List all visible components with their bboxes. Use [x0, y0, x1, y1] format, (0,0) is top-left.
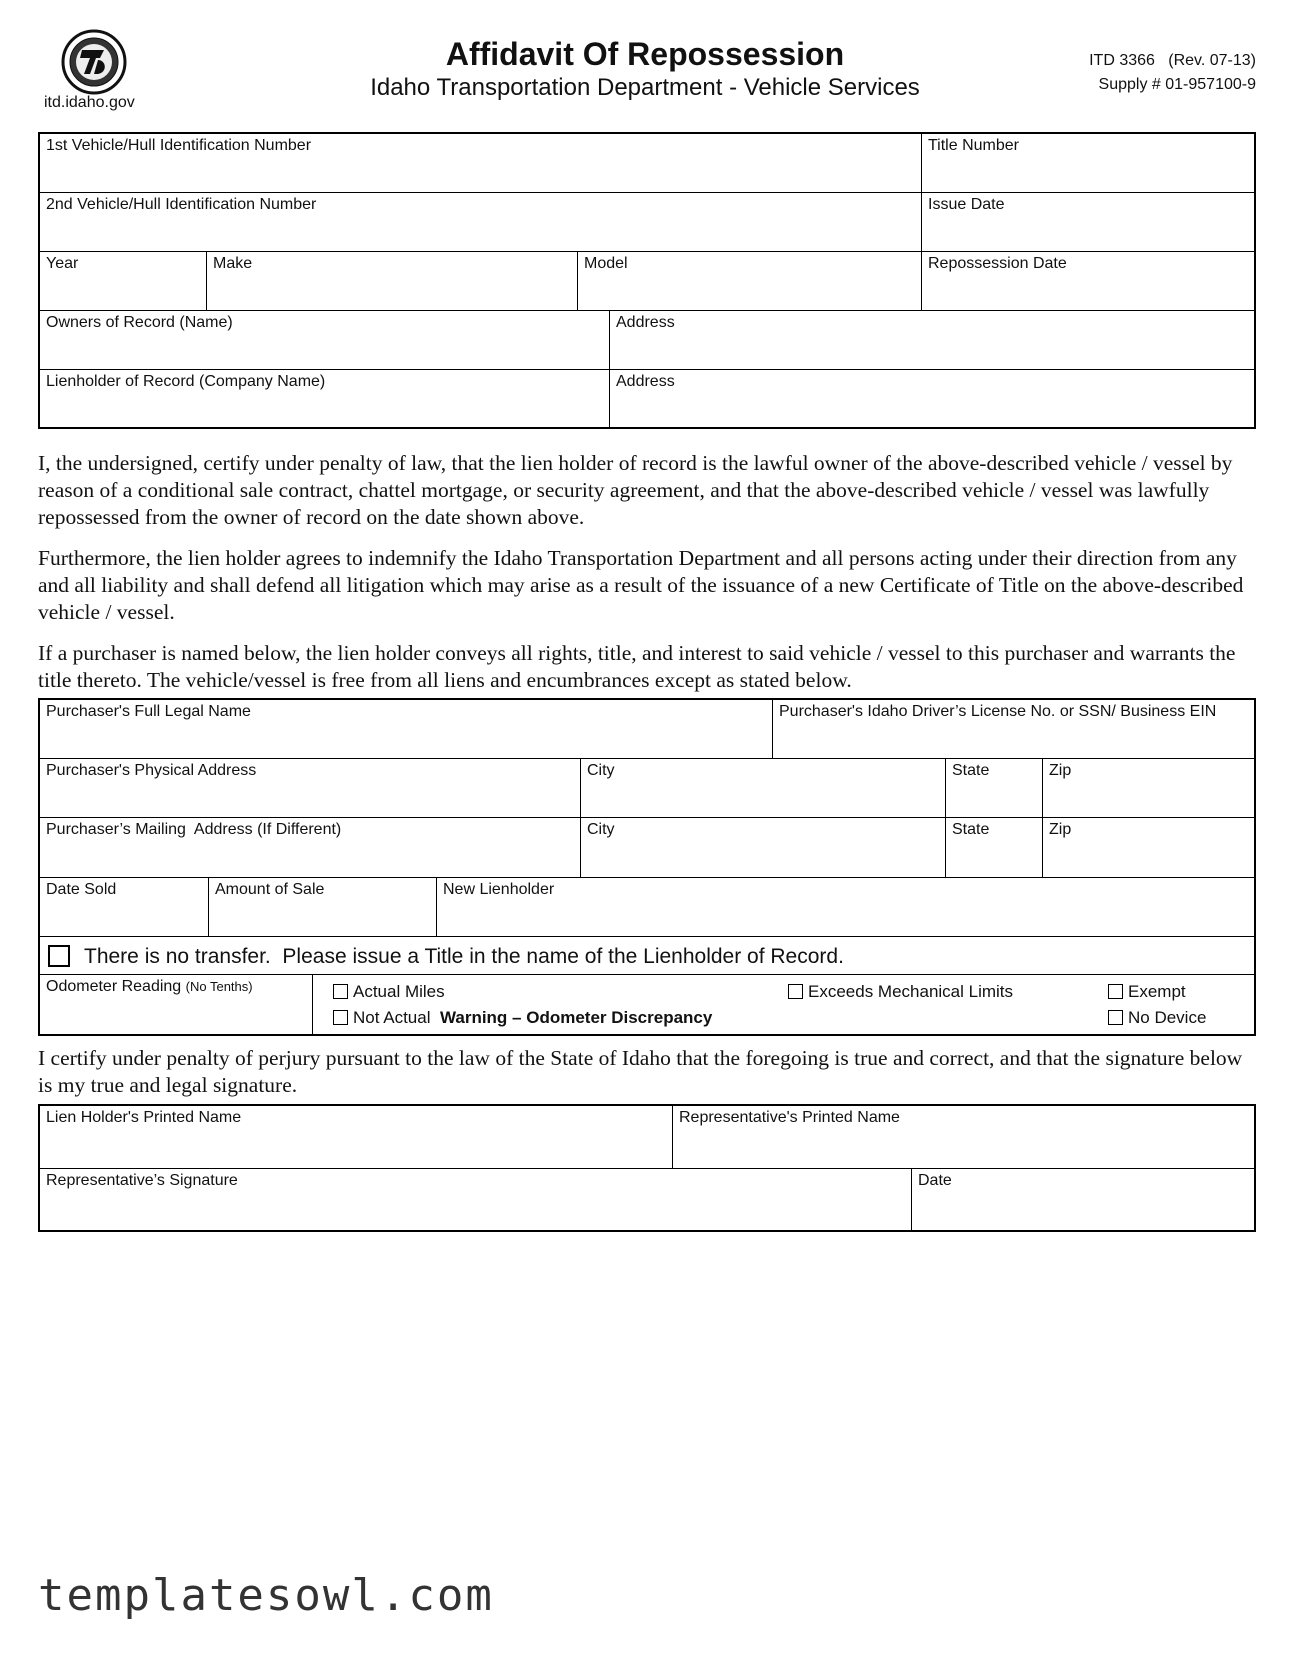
odometer-reading-field[interactable]: [40, 975, 313, 1034]
purchaser-name-label: Purchaser's Full Legal Name: [46, 703, 251, 720]
lienholder-label: Lienholder of Record (Company Name): [46, 373, 326, 390]
zip2-field[interactable]: [1043, 818, 1254, 878]
exempt-checkbox[interactable]: [1108, 984, 1123, 999]
amount-field[interactable]: [209, 878, 437, 937]
purchaser-license-field[interactable]: [773, 700, 1254, 759]
perjury-paragraph: I certify under penalty of perjury pursuant to the law of the State of Idaho that the foregoing is true and correct, and that the signature below is my true and legal signature.: [38, 1046, 1243, 1097]
owners-field[interactable]: [40, 311, 610, 370]
zip1-field[interactable]: [1043, 759, 1254, 818]
year-label: Year: [46, 255, 79, 272]
city1-label: City: [587, 762, 615, 779]
title-number-label: Title Number: [928, 137, 1019, 154]
odometer-options: [313, 975, 1254, 1034]
city2-field[interactable]: [581, 818, 946, 878]
no-transfer-checkbox[interactable]: [48, 945, 70, 967]
owners-address-label: Address: [616, 314, 675, 331]
mailing-address-label: Purchaser’s Mailing Address (If Different): [46, 821, 342, 838]
vin2-field[interactable]: [40, 193, 922, 252]
repossession-date-field[interactable]: [922, 252, 1254, 311]
actual-miles-checkbox[interactable]: [333, 984, 348, 999]
exceeds-limits-checkbox[interactable]: [788, 984, 803, 999]
make-label: Make: [213, 255, 253, 272]
city2-label: City: [587, 821, 615, 838]
physical-address-field[interactable]: [40, 759, 581, 818]
not-actual-label: Not Actual: [353, 1008, 431, 1027]
form-title: Affidavit Of Repossession: [445, 36, 845, 72]
state1-label: State: [952, 762, 990, 779]
rep-name-label: Representative's Printed Name: [679, 1109, 900, 1126]
rep-signature-field[interactable]: [40, 1169, 912, 1230]
purchaser-info-grid: [38, 698, 1256, 1036]
not-actual-checkbox[interactable]: [333, 1010, 348, 1025]
new-lienholder-field[interactable]: [437, 878, 1254, 937]
site-url: itd.idaho.gov: [44, 94, 135, 111]
amount-label: Amount of Sale: [215, 881, 325, 898]
actual-miles-label: Actual Miles: [353, 982, 445, 1001]
vehicle-info-grid: [38, 132, 1256, 429]
purchaser-paragraph: If a purchaser is named below, the lien holder conveys all rights, title, and interest to said vehicle / vessel to this purchaser and warrants the title thereto. The vehicle/vessel is free from all liens and encumbrances except as stated below.: [38, 641, 1236, 692]
state2-label: State: [952, 821, 990, 838]
vin2-label: 2nd Vehicle/Hull Identification Number: [46, 196, 317, 213]
owners-address-field[interactable]: [610, 311, 1254, 370]
no-device-checkbox[interactable]: [1108, 1010, 1123, 1025]
model-field[interactable]: [578, 252, 922, 311]
lien-holder-name-field[interactable]: [40, 1106, 673, 1169]
lienholder-address-label: Address: [616, 373, 675, 390]
issue-date-field[interactable]: [922, 193, 1254, 252]
certification-paragraph: I, the undersigned, certify under penalty of law, that the lien holder of record is the lawful owner of the above-described vehicle / vessel by reason of a conditional sale contract, chattel mortgage, or security agreement, and that the above-described vehicle / vessel was lawfully repossessed from the owner of record on the date shown above.: [38, 451, 1233, 529]
exceeds-limits-label: Exceeds Mechanical Limits: [808, 982, 1014, 1001]
purchaser-name-field[interactable]: [40, 700, 773, 759]
physical-address-label: Purchaser's Physical Address: [46, 762, 257, 779]
new-lienholder-label: New Lienholder: [443, 881, 555, 898]
no-device-label: No Device: [1128, 1008, 1207, 1027]
odometer-note: (No Tenths): [185, 979, 253, 994]
state1-field[interactable]: [946, 759, 1043, 818]
date-sold-field[interactable]: [40, 878, 209, 937]
vin1-label: 1st Vehicle/Hull Identification Number: [46, 137, 312, 154]
owners-label: Owners of Record (Name): [46, 314, 233, 331]
odometer-warning: Warning – Odometer Discrepancy: [439, 1008, 713, 1027]
city1-field[interactable]: [581, 759, 946, 818]
no-transfer-label: There is no transfer. Please issue a Title in the name of the Lienholder of Record.: [84, 945, 844, 968]
mailing-address-field[interactable]: [40, 818, 581, 878]
model-label: Model: [584, 255, 628, 272]
purchaser-license-label: Purchaser's Idaho Driver’s License No. or SSN/ Business EIN: [779, 703, 1217, 720]
lienholder-field[interactable]: [40, 370, 610, 427]
year-field[interactable]: [40, 252, 207, 311]
lienholder-address-field[interactable]: [610, 370, 1254, 427]
lien-holder-name-label: Lien Holder's Printed Name: [46, 1109, 242, 1126]
watermark: templatesowl.com: [38, 1570, 494, 1621]
date-sold-label: Date Sold: [46, 881, 117, 898]
supply-number: Supply # 01-957100-9: [1098, 76, 1256, 93]
vin1-field[interactable]: [40, 134, 922, 193]
make-field[interactable]: [207, 252, 578, 311]
form-subtitle: Idaho Transportation Department - Vehicle Services: [370, 74, 920, 101]
signature-grid: [38, 1104, 1256, 1232]
zip1-label: Zip: [1049, 762, 1072, 779]
state2-field[interactable]: [946, 818, 1043, 878]
rep-name-field[interactable]: [673, 1106, 1254, 1169]
indemnity-paragraph: Furthermore, the lien holder agrees to indemnify the Idaho Transportation Department and all persons acting under their direction from any and all liability and shall defend all litigation which may arise as a result of the issuance of a new Certificate of Title on the above-described vehicle / vessel.: [38, 546, 1244, 624]
rep-signature-label: Representative’s Signature: [46, 1172, 238, 1189]
repossession-date-label: Repossession Date: [928, 255, 1067, 272]
issue-date-label: Issue Date: [928, 196, 1005, 213]
signature-date-label: Date: [918, 1172, 952, 1189]
signature-date-field[interactable]: [912, 1169, 1254, 1230]
odometer-label: Odometer Reading: [46, 978, 182, 995]
zip2-label: Zip: [1049, 821, 1072, 838]
title-number-field[interactable]: [922, 134, 1254, 193]
no-transfer-row: [40, 937, 1254, 975]
exempt-label: Exempt: [1128, 982, 1186, 1001]
form-number: ITD 3366 (Rev. 07-13): [1089, 52, 1256, 69]
